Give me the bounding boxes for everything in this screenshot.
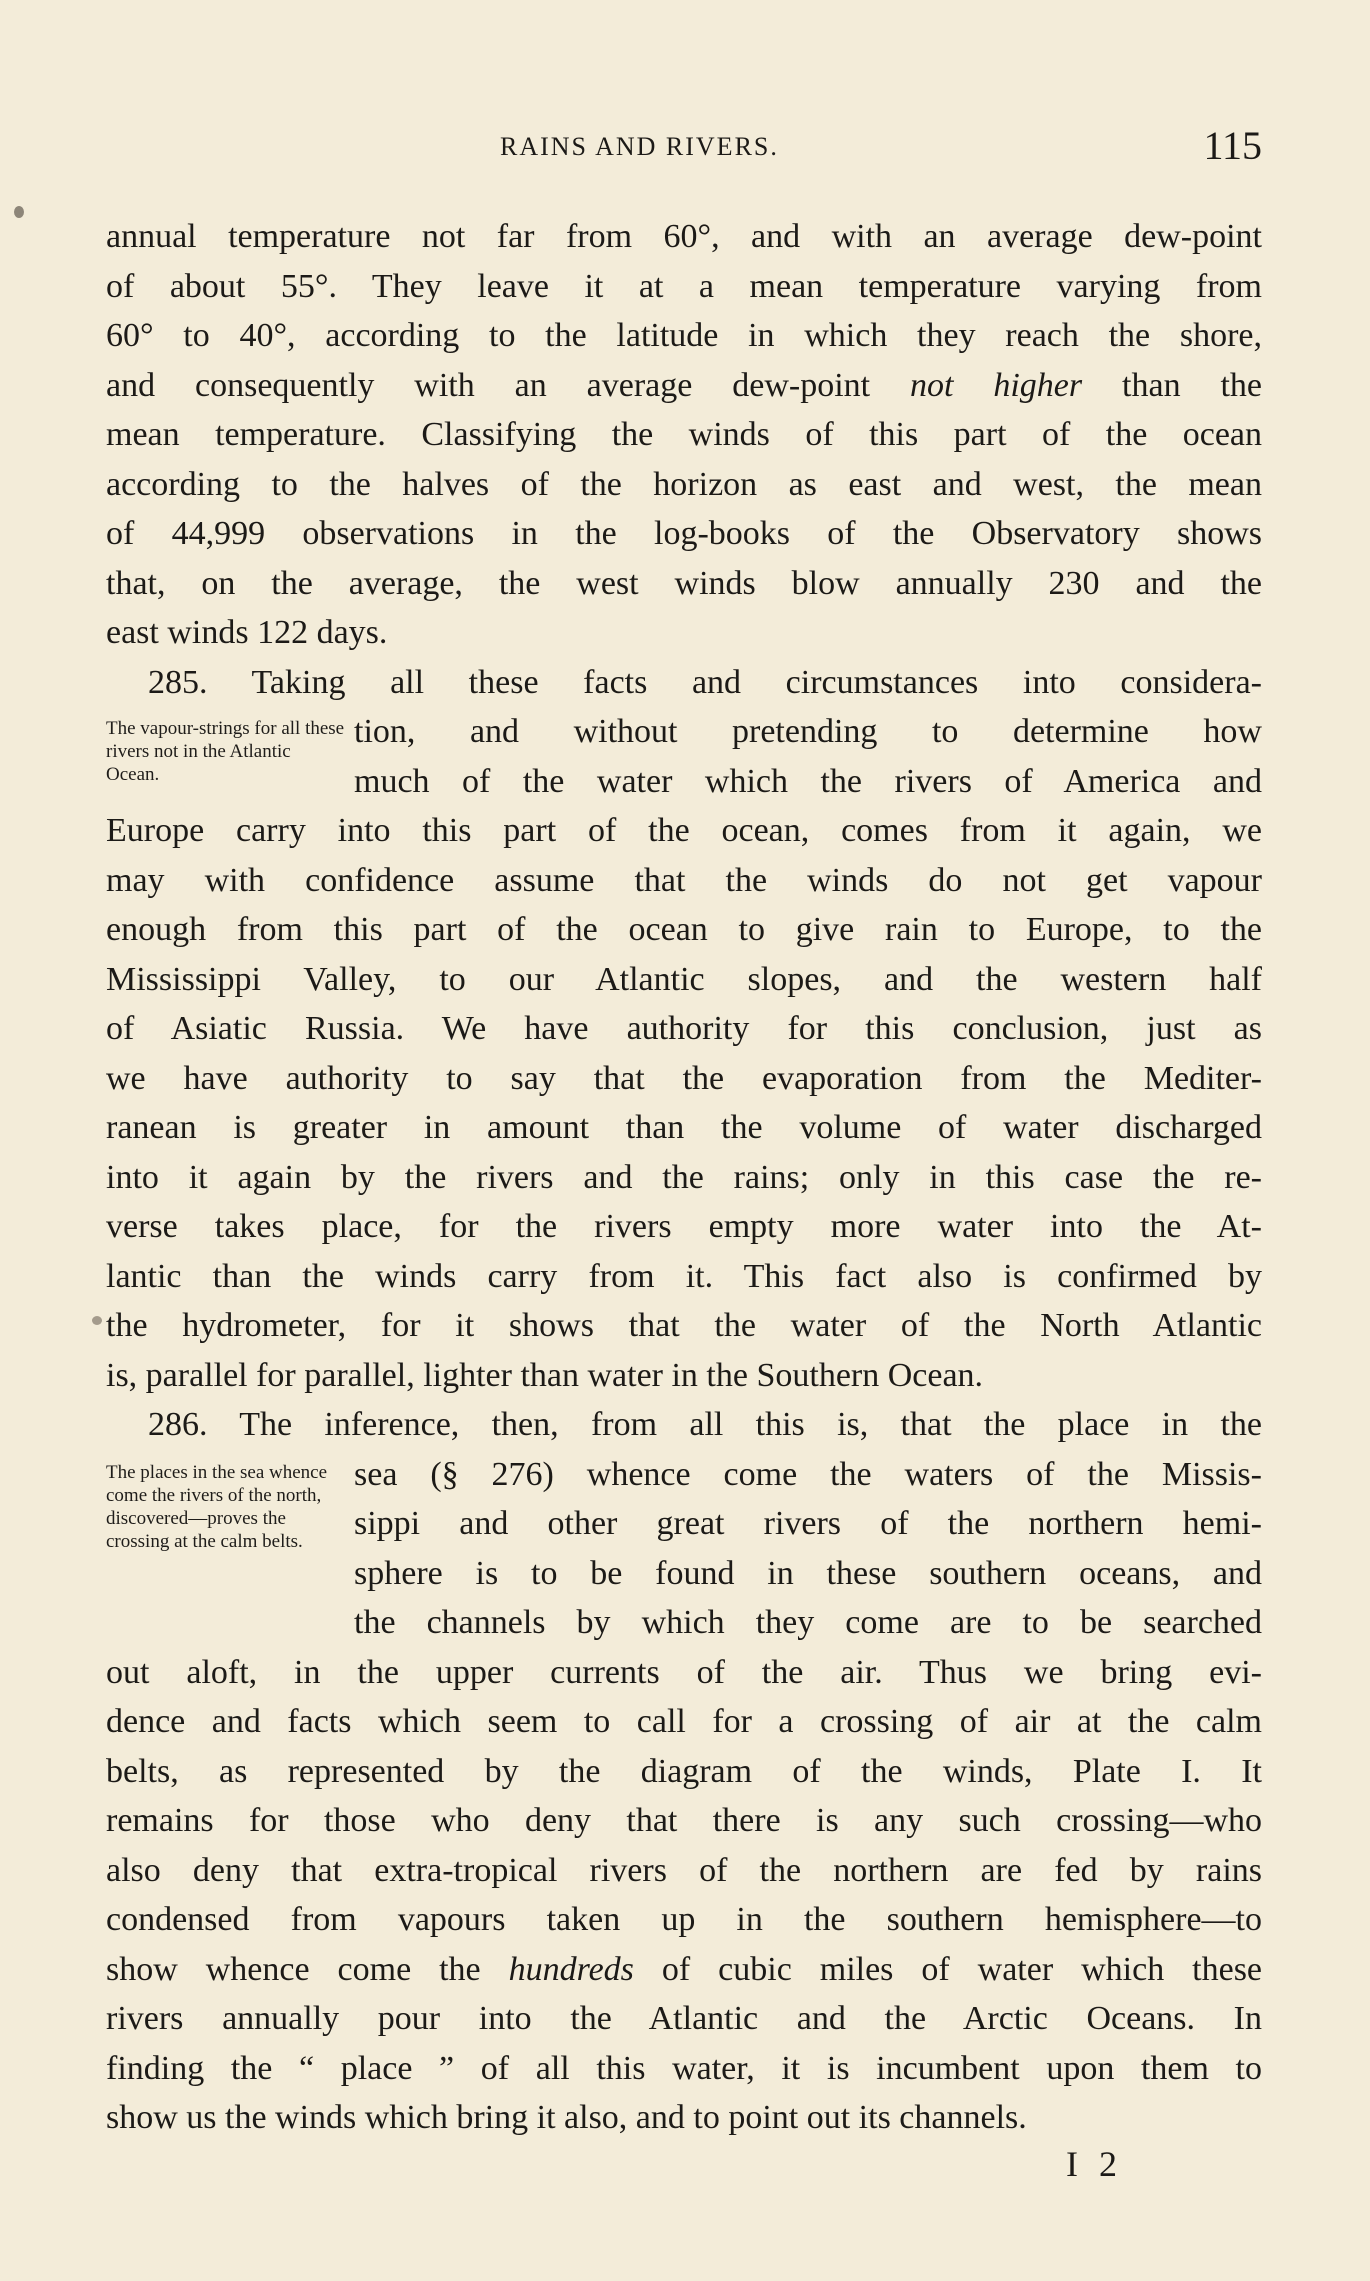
text-line: remains for those who deny that there is any such crossing—who	[106, 1802, 1262, 1839]
page-number: 115	[1203, 123, 1262, 168]
text-line: verse takes place, for the rivers empty more water into the At-	[106, 1208, 1262, 1245]
text-line: the channels by which they come are to be searched	[354, 1604, 1262, 1641]
signature-mark: I 2	[1066, 2144, 1123, 2184]
body-text	[106, 212, 1262, 2143]
text-line: of Asiatic Russia. We have authority for this conclusion, just as	[106, 1010, 1262, 1047]
page-speck	[92, 1316, 102, 1325]
italic-phrase: hundreds	[508, 1950, 634, 1988]
text-line: condensed from vapours taken up in the southern hemisphere—to	[106, 1901, 1262, 1938]
text-line: of 44,999 observations in the log-books of the Observatory shows	[106, 515, 1262, 552]
text-line: belts, as represented by the diagram of the winds, Plate I. It	[106, 1752, 1262, 1790]
text-span: show whence come the	[106, 1950, 481, 1988]
text-line: is, parallel for parallel, lighter than water in the Southern Ocean.	[106, 1356, 984, 1394]
text-line	[106, 1945, 1262, 1995]
text-line: Europe carry into this part of the ocean, comes from it again, we	[106, 812, 1262, 849]
text-line: rivers annually pour into the Atlantic and the Arctic Oceans. In	[106, 2000, 1262, 2037]
text-line: the hydrometer, for it shows that the water of the North Atlantic	[106, 1307, 1262, 1344]
text-line: sippi and other great rivers of the northern hemi-	[354, 1505, 1262, 1542]
margin-note-places-in-sea: The places in the sea whence come the rivers of the north, discovered—proves the crossing at the calm belts.	[106, 1462, 328, 1552]
text-line: much of the water which the rivers of America and	[354, 762, 1262, 800]
text-line: east winds 122 days.	[106, 614, 388, 651]
text-span: of cubic miles of water which these	[661, 1950, 1263, 1988]
text-line: dence and facts which seem to call for a crossing of air at the calm	[106, 1703, 1262, 1740]
text-line: that, on the average, the west winds blow annually 230 and the	[106, 564, 1262, 602]
text-span: than the	[1122, 366, 1263, 404]
margin-note-vapour-strings: The vapour-strings for all these rivers not in the Atlantic Ocean.	[106, 718, 345, 785]
text-line: sphere is to be found in these southern oceans, and	[354, 1554, 1262, 1592]
text-line: lantic than the winds carry from it. This fact also is confirmed by	[106, 1257, 1262, 1295]
text-line: enough from this part of the ocean to give rain to Europe, to the	[106, 911, 1262, 948]
text-line: 60° to 40°, according to the latitude in which they reach the shore,	[106, 317, 1262, 354]
text-line: finding the “ place ” of all this water, it is incumbent upon them to	[106, 2049, 1262, 2087]
text-line: tion, and without pretending to determine how	[354, 713, 1262, 750]
text-line: mean temperature. Classifying the winds of this part of the ocean	[106, 416, 1262, 453]
text-line: we have authority to say that the evaporation from the Mediter-	[106, 1059, 1262, 1097]
paragraph-285-start: 285. Taking all these facts and circumstances into considera-	[148, 663, 1262, 701]
text-line: show us the winds which bring it also, and to point out its channels.	[106, 2099, 1027, 2136]
text-line: sea (§ 276) whence come the waters of the Missis-	[354, 1455, 1262, 1493]
paragraph-286-start: 286. The inference, then, from all this is, that the place in the	[148, 1406, 1262, 1443]
text-line: may with confidence assume that the winds do not get vapour	[106, 861, 1262, 899]
text-line: of about 55°. They leave it at a mean temperature varying from	[106, 267, 1262, 305]
text-line: into it again by the rivers and the rains; only in this case the re-	[106, 1158, 1262, 1196]
text-line: annual temperature not far from 60°, and with an average dew-point	[106, 218, 1262, 255]
italic-phrase: not higher	[910, 366, 1083, 404]
text-line: ranean is greater in amount than the volume of water discharged	[106, 1109, 1262, 1146]
text-line: also deny that extra-tropical rivers of the northern are fed by rains	[106, 1851, 1262, 1889]
page-speck	[14, 206, 24, 218]
text-line: out aloft, in the upper currents of the air. Thus we bring evi-	[106, 1653, 1262, 1691]
text-line	[106, 361, 1262, 411]
running-title: RAINS AND RIVERS.	[500, 132, 779, 161]
text-line: Mississippi Valley, to our Atlantic slopes, and the western half	[106, 960, 1262, 998]
text-span: and consequently with an average dew-point	[106, 366, 871, 404]
text-line: according to the halves of the horizon as east and west, the mean	[106, 465, 1262, 503]
